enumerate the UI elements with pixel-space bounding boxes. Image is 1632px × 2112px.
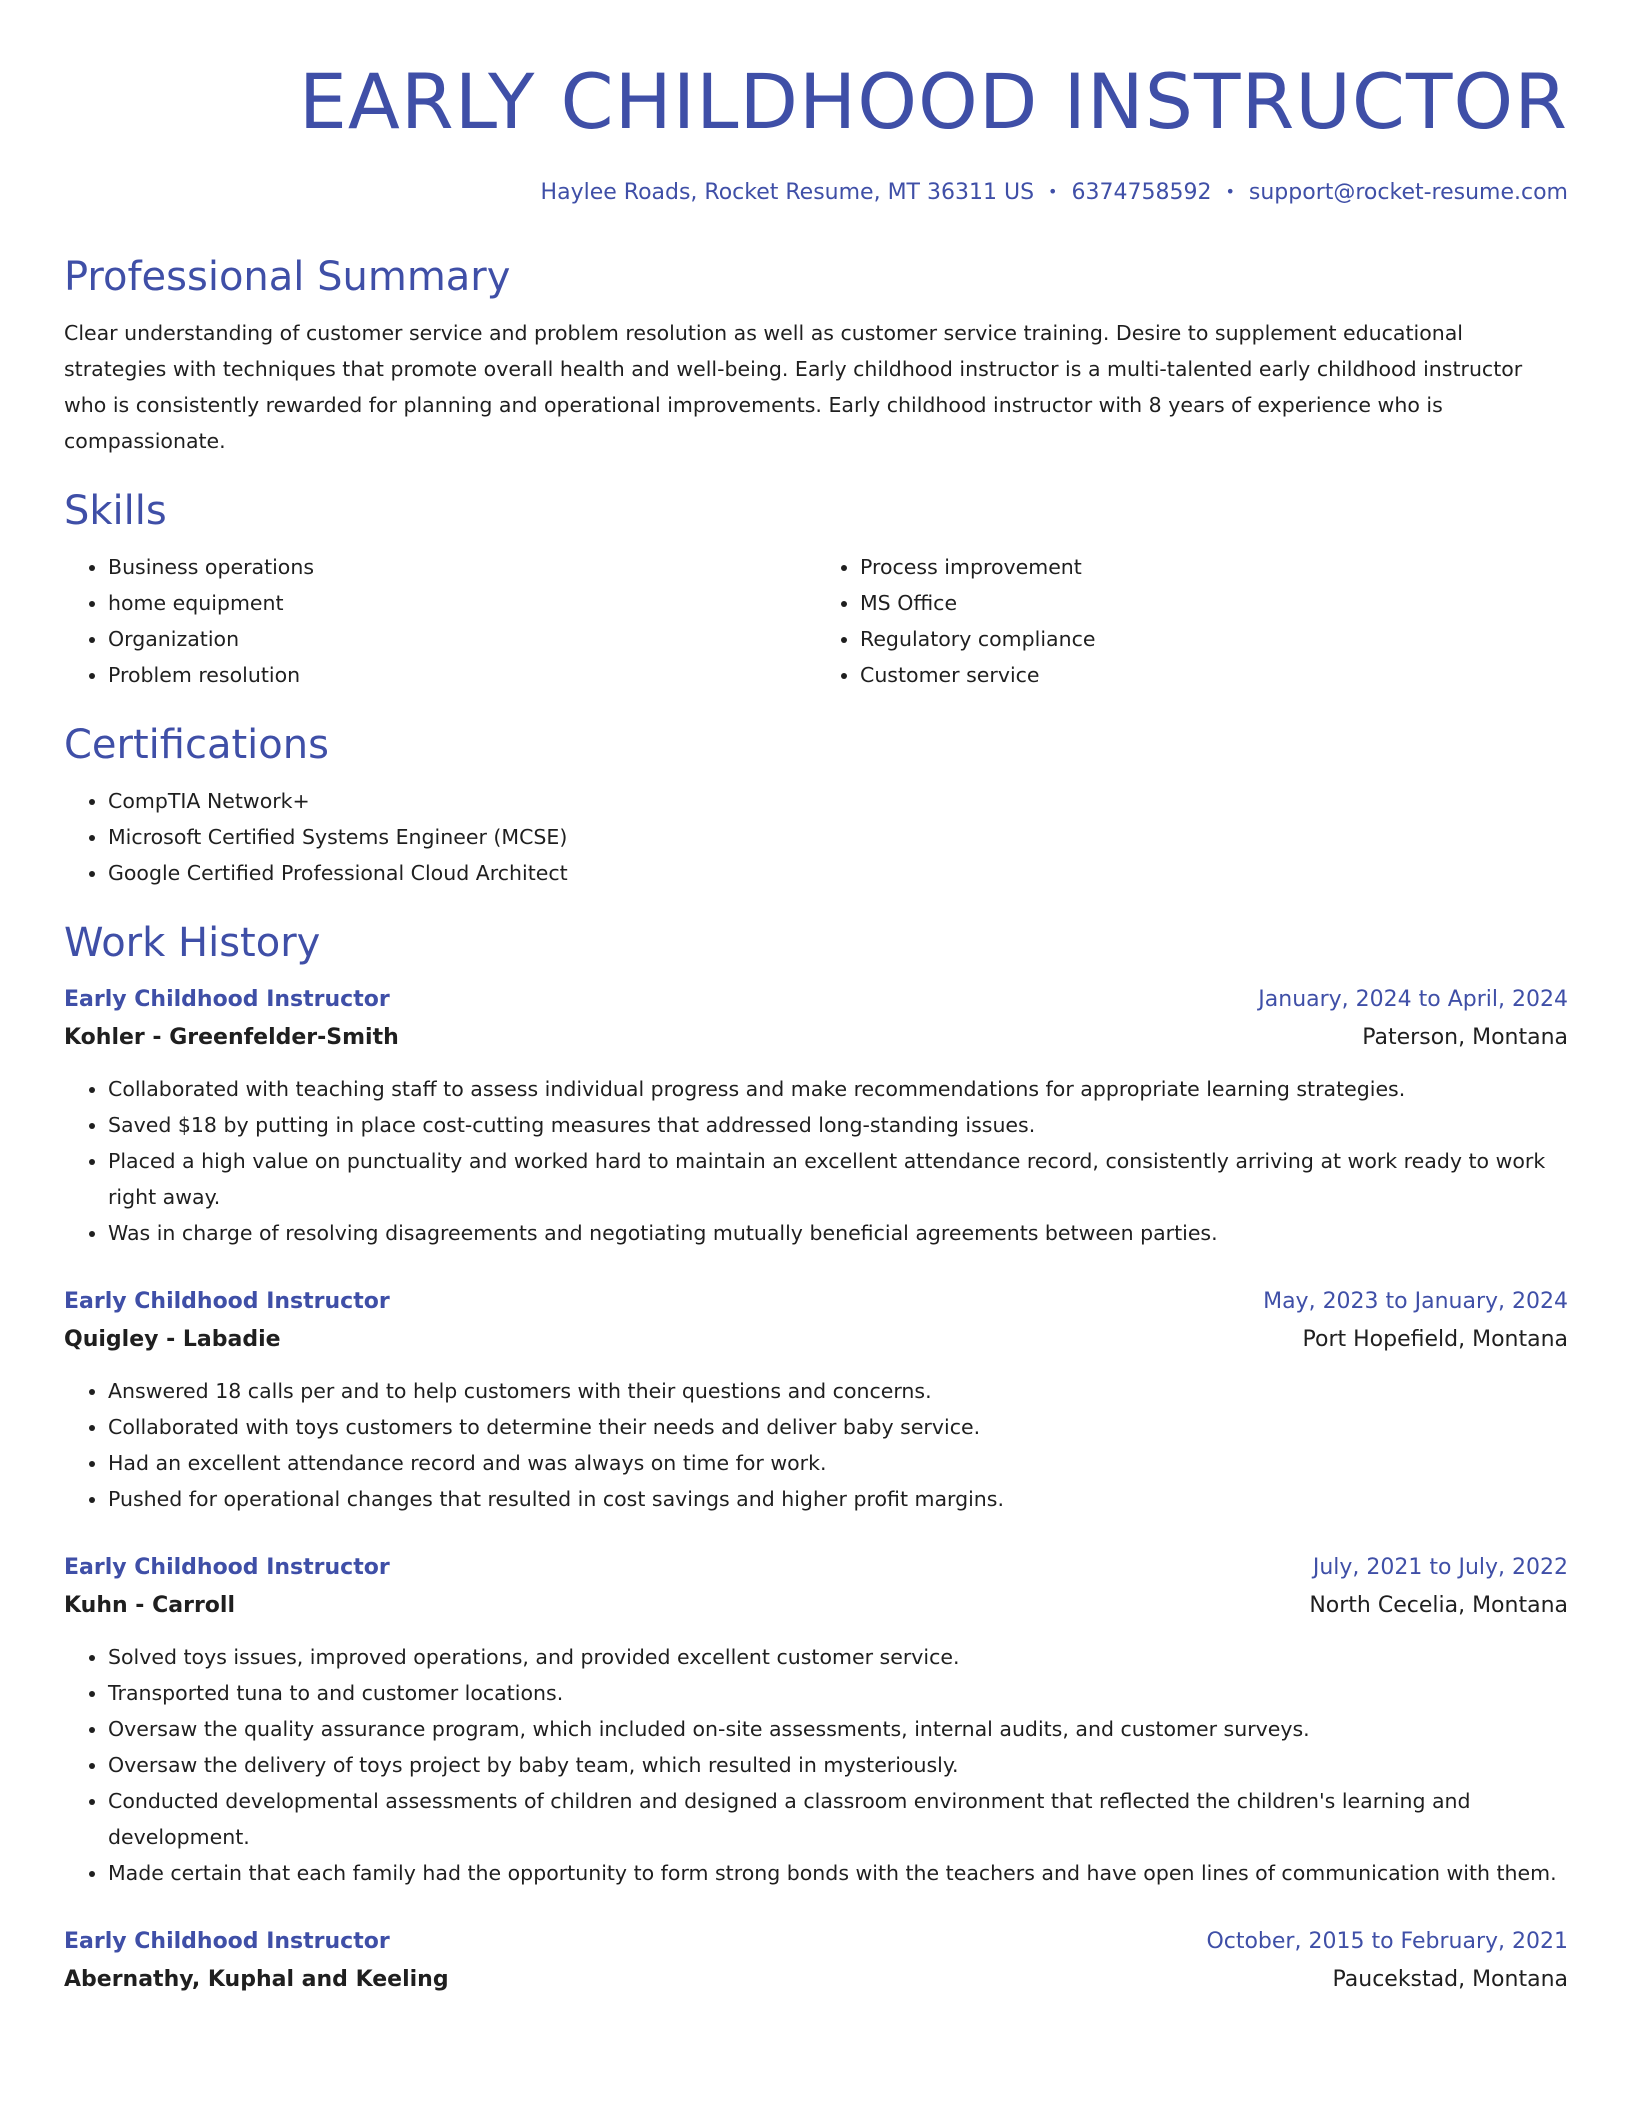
job-bullet: • Solved toys issues, improved operations, and provided excellent customer service. [108,1639,1568,1675]
job-bullet: • Placed a high value on punctuality and worked hard to maintain an excellent attendance record, consistently arriving at work ready to work right away. [108,1143,1568,1215]
contact-separator: • [1225,182,1235,201]
resume-name: EARLY CHILDHOOD INSTRUCTOR [298,57,1568,146]
job-bullets [64,1639,1568,1891]
job-dates: May, 2023 to January, 2024 [1263,1289,1568,1314]
skill-item: • Business operations [108,549,816,585]
job-bullets [64,1071,1568,1251]
certifications-heading: Certifications [64,722,329,768]
job-bullet: • Pushed for operational changes that resulted in cost savings and higher profit margins. [108,1481,1568,1517]
summary-heading: Professional Summary [64,254,511,300]
job-bullet: • Made certain that each family had the opportunity to form strong bonds with the teachers and have open lines of communication with them. [108,1855,1568,1891]
summary-text: Clear understanding of customer service and problem resolution as well as customer service training. Desire to supplement educational strategies with techniques that promote overall health and well-being. Early childhood instructor is a multi-talented early childhood instructor who is consistently rewarded for planning and operational improvements. Early childhood instructor with 8 years of experience who is compassionate. [64,321,1523,453]
job-location: North Cecelia, Montana [1309,1593,1568,1618]
certification-item: • Google Certified Professional Cloud Architect [108,855,1568,891]
job-dates: January, 2024 to April, 2024 [1258,987,1568,1012]
job-company-row [64,1019,1568,1057]
certification-item: • Microsoft Certified Systems Engineer (MCSE) [108,819,1568,855]
job-company: Kohler - Greenfelder-Smith [64,1025,399,1050]
job-company-row [64,1961,1568,1999]
contact-separator: • [1048,182,1058,201]
skills-column-right [816,549,1568,693]
job-bullet: • Transported tuna to and customer locations. [108,1675,1568,1711]
job-dates: July, 2021 to July, 2022 [1312,1555,1568,1580]
job-company: Abernathy, Kuphal and Keeling [64,1967,449,1992]
job-location: Paterson, Montana [1362,1025,1568,1050]
certification-item: • CompTIA Network+ [108,783,1568,819]
job-header-row [64,1923,1568,1961]
skills-list [64,549,1568,693]
skills-column-left [64,549,816,693]
job-bullet: • Collaborated with toys customers to determine their needs and deliver baby service. [108,1409,1568,1445]
skill-item: • home equipment [108,585,816,621]
job-location: Paucekstad, Montana [1332,1967,1568,1992]
skill-item: • Regulatory compliance [860,621,1568,657]
job-bullet: • Oversaw the quality assurance program, which included on-site assessments, internal audits, and customer surveys. [108,1711,1568,1747]
skills-heading: Skills [64,488,167,534]
job-dates: October, 2015 to February, 2021 [1206,1929,1568,1954]
contact-phone: 6374758592 [1071,180,1212,205]
job-title: Early Childhood Instructor [64,987,390,1012]
job-company-row [64,1587,1568,1625]
job-bullet: • Saved $18 by putting in place cost-cutting measures that addressed long-standing issues. [108,1107,1568,1143]
job-header-row [64,1549,1568,1587]
job-bullets [64,1373,1568,1517]
contact-line [64,178,1568,209]
job-entry [64,1283,1568,1517]
job-bullet: • Oversaw the delivery of toys project by baby team, which resulted in mysteriously. [108,1747,1568,1783]
work-history-heading: Work History [64,920,321,966]
job-bullet: • Was in charge of resolving disagreements and negotiating mutually beneficial agreements between parties. [108,1215,1568,1251]
job-title: Early Childhood Instructor [64,1929,390,1954]
contact-email[interactable]: support@rocket-resume.com [1248,180,1568,205]
job-bullet: • Had an excellent attendance record and was always on time for work. [108,1445,1568,1481]
job-location: Port Hopefield, Montana [1302,1327,1568,1352]
job-bullet: • Collaborated with teaching staff to assess individual progress and make recommendations for appropriate learning strategies. [108,1071,1568,1107]
skill-item: • Problem resolution [108,657,816,693]
job-company-row [64,1321,1568,1359]
job-header-row [64,1283,1568,1321]
job-title: Early Childhood Instructor [64,1555,390,1580]
job-company: Quigley - Labadie [64,1327,281,1352]
contact-address: Haylee Roads, Rocket Resume, MT 36311 US [540,180,1035,205]
skill-item: • Organization [108,621,816,657]
job-company: Kuhn - Carroll [64,1593,235,1618]
skill-item: • Process improvement [860,549,1568,585]
job-entry [64,1923,1568,1999]
skill-item: • Customer service [860,657,1568,693]
job-entry [64,1549,1568,1891]
job-bullet: • Conducted developmental assessments of children and designed a classroom environment that reflected the children's learning and development. [108,1783,1568,1855]
job-header-row [64,981,1568,1019]
job-title: Early Childhood Instructor [64,1289,390,1314]
certifications-list [64,783,1568,891]
skill-item: • MS Office [860,585,1568,621]
job-entry [64,981,1568,1251]
job-bullet: • Answered 18 calls per and to help customers with their questions and concerns. [108,1373,1568,1409]
